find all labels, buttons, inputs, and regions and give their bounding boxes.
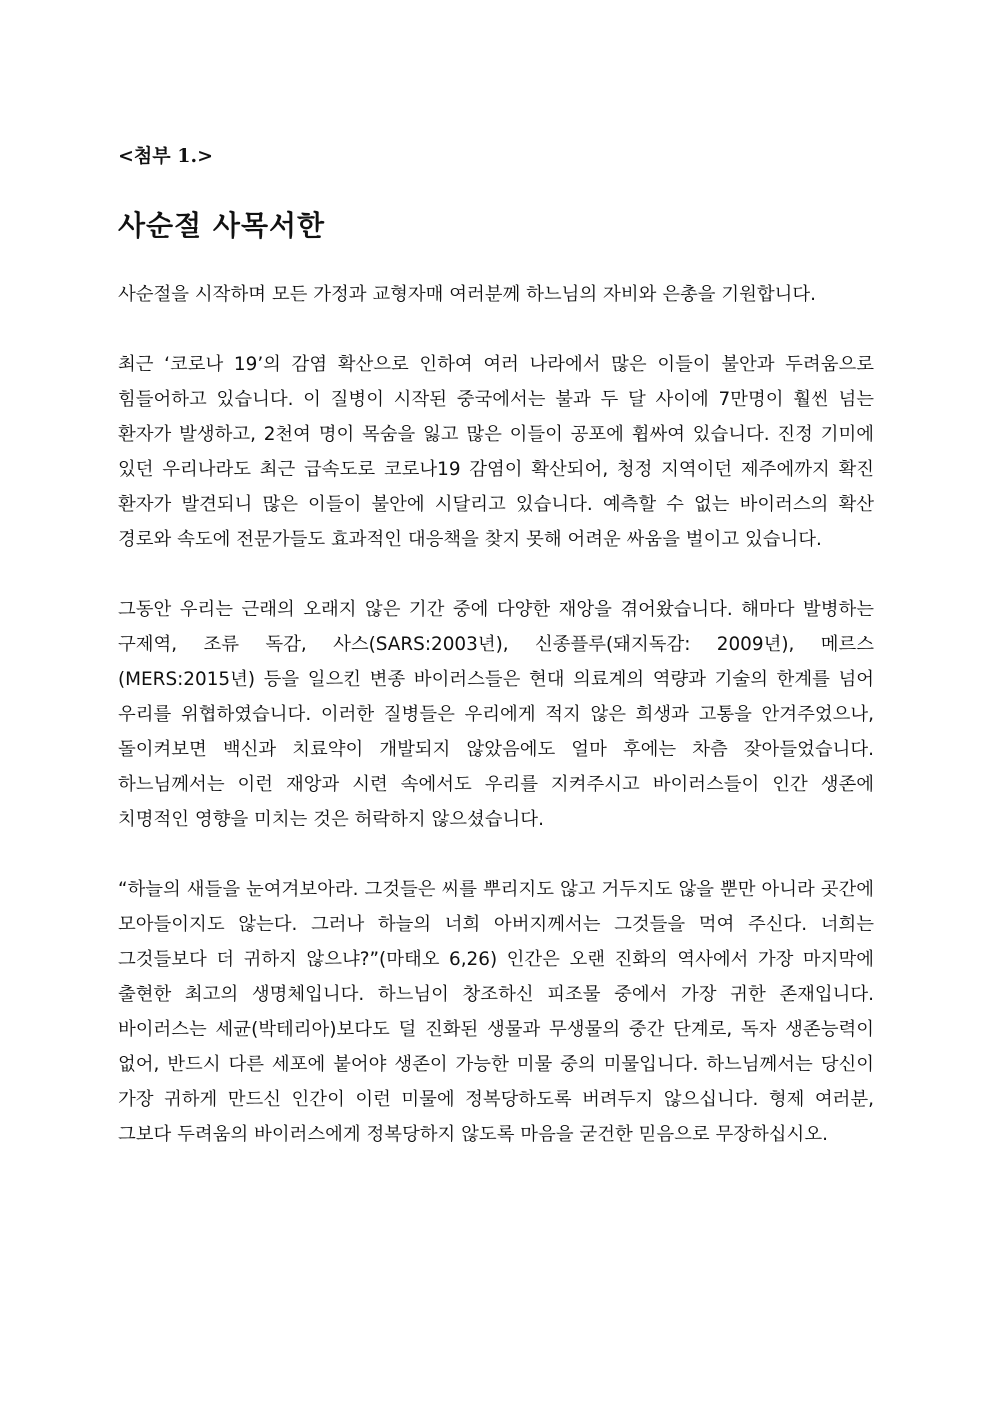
document-page [118,130,874,1152]
attachment-label: <첨부 1.> [118,145,213,167]
paragraph-past-epidemics: 그동안 우리는 근래의 오래지 않은 기간 중에 다양한 재앙을 겪어왔습니다. 해마다 발병하는 구제역, 조류 독감, 사스(SARS:2003년), 신종플루(돼지독감: 2009년), 메르스(MERS:2015년) 등을 일으킨 변종 바이러스들은 현대 의료계의 역량과 기술의 한계를 넘어 우리를 위협하였습니다. 이러한 질병들은 우리에게 적지 않은 희생과 고통을 안겨주었으나, 돌이켜보면 백신과 치료약이 개발되지 않았음에도 얼마 후에는 차츰 잦아들었습니다. 하느님께서는 이런 재앙과 시련 속에서도 우리를 지켜주시고 바이러스들이 인간 생존에 치명적인 영향을 미치는 것은 허락하지 않으셨습니다. [118,599,874,830]
paragraph-scripture: “하늘의 새들을 눈여겨보아라. 그것들은 씨를 뿌리지도 않고 거두지도 않을 뿐만 아니라 곳간에 모아들이지도 않는다. 그러나 하늘의 너희 아버지께서는 그것들을 먹여 주신다. 너희는 그것들보다 더 귀하지 않으냐?”(마태오 6,26) 인간은 오랜 진화의 역사에서 가장 마지막에 출현한 최고의 생명체입니다. 하느님이 창조하신 피조물 중에서 가장 귀한 존재입니다. 바이러스는 세균(박테리아)보다도 덜 진화된 생물과 무생물의 중간 단계로, 독자 생존능력이 없어, 반드시 다른 세포에 붙어야 생존이 가능한 미물 중의 미물입니다. 하느님께서는 당신이 가장 귀하게 만드신 인간이 이런 미물에 정복당하도록 버려두지 않으십니다. 형제 여러분, 그보다 두려움의 바이러스에게 정복당하지 않도록 마음을 굳건한 믿음으로 무장하십시오. [118,879,874,1145]
paragraph-covid: 최근 ‘코로나 19’의 감염 확산으로 인하여 여러 나라에서 많은 이들이 불안과 두려움으로 힘들어하고 있습니다. 이 질병이 시작된 중국에서는 불과 두 달 사이에 7만명이 훨씬 넘는 환자가 발생하고, 2천여 명이 목숨을 잃고 많은 이들이 공포에 휩싸여 있습니다. 진정 기미에 있던 우리나라도 최근 급속도로 코로나19 감염이 확산되어, 청정 지역이던 제주에까지 확진 환자가 발견되니 많은 이들이 불안에 시달리고 있습니다. 예측할 수 없는 바이러스의 확산 경로와 속도에 전문가들도 효과적인 대응책을 찾지 못해 어려운 싸움을 벌이고 있습니다. [118,354,874,550]
paragraph-greeting: 사순절을 시작하며 모든 가정과 교형자매 여러분께 하느님의 자비와 은총을 기원합니다. [118,284,817,305]
document-title: 사순절 사목서한 [118,209,326,242]
